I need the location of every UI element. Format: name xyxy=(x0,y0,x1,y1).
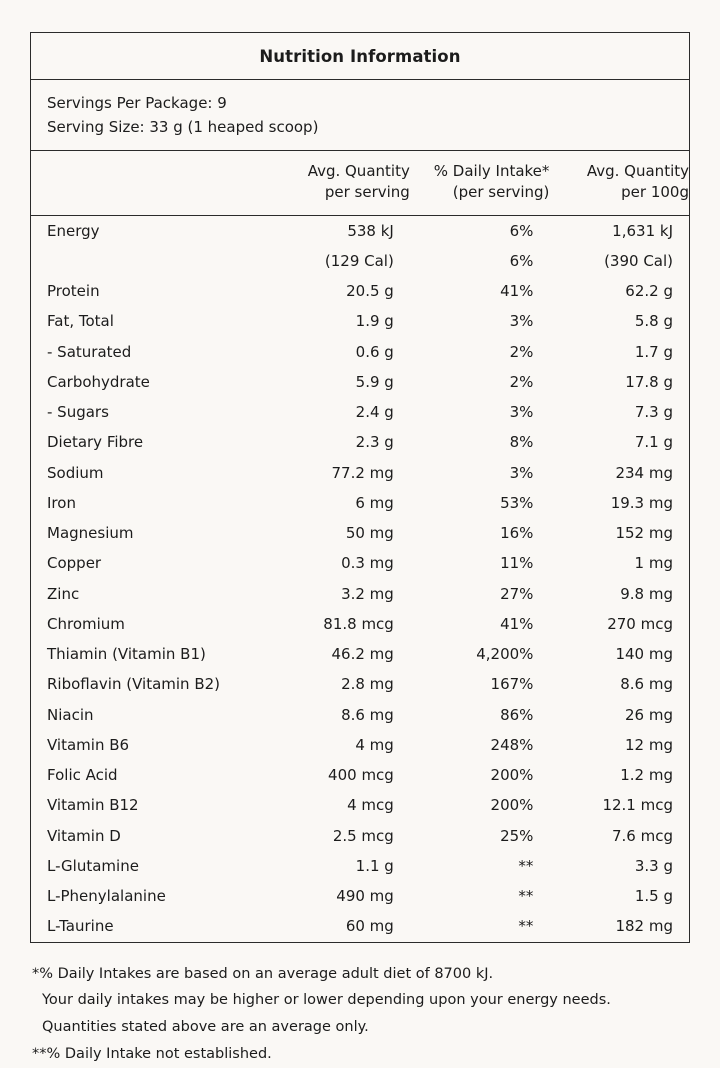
table-row xyxy=(31,427,689,457)
nutrient-name: Vitamin D xyxy=(47,826,121,845)
table-row xyxy=(31,609,689,639)
value-per-serving: 2.4 g xyxy=(355,403,394,422)
value-daily-intake: 41% xyxy=(500,614,534,633)
table-row xyxy=(31,488,689,518)
nutrient-name: L-Phenylalanine xyxy=(47,887,166,906)
value-per-100g: 152 mg xyxy=(615,524,673,543)
table-row xyxy=(31,458,689,488)
value-per-100g: 17.8 g xyxy=(625,372,673,391)
value-per-100g: 3.3 g xyxy=(634,856,673,875)
value-per-100g: 7.1 g xyxy=(634,433,673,452)
value-per-serving: 50 mg xyxy=(345,524,394,543)
nutrient-name: Vitamin B12 xyxy=(47,796,139,815)
footnote: Quantities stated above are an average only. xyxy=(42,1019,369,1036)
table-row xyxy=(31,246,689,276)
nutrient-name: Sodium xyxy=(47,463,104,482)
value-per-100g: 9.8 mg xyxy=(620,584,673,603)
footnote: Your daily intakes may be higher or lower depending upon your energy needs. xyxy=(42,992,611,1009)
table-row xyxy=(31,548,689,578)
value-per-serving: 60 mg xyxy=(345,917,394,936)
table-row xyxy=(31,306,689,336)
value-per-100g: 140 mg xyxy=(615,645,673,664)
value-per-serving: 2.8 mg xyxy=(341,675,394,694)
table-row xyxy=(31,821,689,851)
value-per-serving: 0.6 g xyxy=(355,342,394,361)
value-daily-intake: 200% xyxy=(490,796,534,815)
value-per-serving: 46.2 mg xyxy=(331,645,394,664)
nutrient-name: Magnesium xyxy=(47,524,134,543)
value-per-100g: 1.5 g xyxy=(634,887,673,906)
value-per-100g: 7.3 g xyxy=(634,403,673,422)
value-per-serving: 1.1 g xyxy=(355,856,394,875)
value-daily-intake: 11% xyxy=(500,554,534,573)
value-per-serving: 1.9 g xyxy=(355,312,394,331)
value-per-100g: 1.7 g xyxy=(634,342,673,361)
value-daily-intake: 16% xyxy=(500,524,534,543)
table-header xyxy=(31,151,689,215)
table-row xyxy=(31,276,689,306)
nutrient-name: Energy xyxy=(47,221,100,240)
value-daily-intake: 2% xyxy=(509,342,534,361)
value-daily-intake: 3% xyxy=(509,403,534,422)
value-per-serving: 81.8 mcg xyxy=(323,614,394,633)
value-per-100g: 19.3 mg xyxy=(610,493,673,512)
value-per-100g: 270 mcg xyxy=(607,614,673,633)
value-daily-intake: 86% xyxy=(500,705,534,724)
nutrient-name xyxy=(31,246,260,276)
column-header-per-serving-line1: Avg. Quantity xyxy=(307,162,410,180)
value-per-100g: 8.6 mg xyxy=(620,675,673,694)
nutrient-name: - Saturated xyxy=(47,342,132,361)
table-header-row xyxy=(31,151,689,215)
nutrient-name: Carbohydrate xyxy=(47,372,150,391)
nutrient-name: Chromium xyxy=(47,614,125,633)
value-per-100g: 62.2 g xyxy=(625,282,673,301)
value-per-serving: 6 mg xyxy=(355,493,394,512)
table-row xyxy=(31,367,689,397)
value-per-100g: 26 mg xyxy=(625,705,673,724)
table-row xyxy=(31,337,689,367)
column-header-daily-intake-line1: % Daily Intake* xyxy=(433,162,550,180)
table-row xyxy=(31,760,689,790)
value-daily-intake: 41% xyxy=(500,282,534,301)
value-daily-intake: 248% xyxy=(490,735,534,754)
footnote: *% Daily Intakes are based on an average adult diet of 8700 kJ. xyxy=(32,965,494,982)
value-per-100g: 1.2 mg xyxy=(620,766,673,785)
table-row xyxy=(31,639,689,669)
table-body xyxy=(31,215,689,942)
value-daily-intake: 25% xyxy=(500,826,534,845)
value-daily-intake: 6% xyxy=(509,221,534,240)
value-daily-intake: 167% xyxy=(490,675,534,694)
value-per-100g: 5.8 g xyxy=(634,312,673,331)
value-per-100g: 234 mg xyxy=(615,463,673,482)
value-per-100g: 1,631 kJ xyxy=(612,221,673,240)
value-daily-intake: 27% xyxy=(500,584,534,603)
value-per-serving: 3.2 mg xyxy=(341,584,394,603)
table-row xyxy=(31,700,689,730)
column-header-per-100g-line2: per 100g xyxy=(621,183,689,202)
column-header-per-serving xyxy=(260,151,409,215)
value-daily-intake: 3% xyxy=(509,312,534,331)
column-header-daily-intake xyxy=(410,151,550,215)
value-per-serving: 4 mcg xyxy=(347,796,394,815)
value-per-100g: 12 mg xyxy=(625,735,673,754)
column-header-per-100g xyxy=(549,151,689,215)
nutrient-name: Dietary Fibre xyxy=(47,433,144,452)
value-per-100g: 1 mg xyxy=(634,554,673,573)
value-per-100g: 7.6 mcg xyxy=(611,826,673,845)
value-daily-intake: 4,200% xyxy=(476,645,534,664)
value-per-serving: 8.6 mg xyxy=(341,705,394,724)
value-per-serving: 20.5 g xyxy=(346,282,394,301)
value-per-serving: (129 Cal) xyxy=(324,251,394,270)
nutrient-name: Folic Acid xyxy=(47,766,118,785)
table-row xyxy=(31,397,689,427)
value-daily-intake: 2% xyxy=(509,372,534,391)
value-daily-intake: 6% xyxy=(509,251,534,270)
value-per-100g: 182 mg xyxy=(615,917,673,936)
nutrient-name: Vitamin B6 xyxy=(47,735,130,754)
table-row xyxy=(31,851,689,881)
nutrient-name: Fat, Total xyxy=(47,312,114,331)
nutrient-name: Protein xyxy=(47,282,100,301)
value-per-100g: (390 Cal) xyxy=(604,251,673,270)
value-daily-intake: 3% xyxy=(509,463,534,482)
table-row xyxy=(31,579,689,609)
value-per-serving: 4 mg xyxy=(355,735,394,754)
nutrition-information-panel xyxy=(30,32,690,943)
nutrient-name: Niacin xyxy=(47,705,94,724)
nutrient-name: Zinc xyxy=(47,584,80,603)
value-daily-intake: 8% xyxy=(509,433,534,452)
table-row xyxy=(31,669,689,699)
table-row xyxy=(31,911,689,941)
column-header-nutrient xyxy=(31,151,260,215)
nutrient-name: Thiamin (Vitamin B1) xyxy=(47,645,206,664)
value-daily-intake: ** xyxy=(518,917,534,936)
value-daily-intake: 53% xyxy=(500,493,534,512)
servings-block xyxy=(31,80,689,151)
nutrient-name: Iron xyxy=(47,493,76,512)
serving-size: Serving Size: 33 g (1 heaped scoop) xyxy=(47,118,319,136)
value-per-serving: 2.3 g xyxy=(355,433,394,452)
column-header-per-100g-line1: Avg. Quantity xyxy=(586,162,689,180)
value-per-serving: 5.9 g xyxy=(355,372,394,391)
value-daily-intake: ** xyxy=(518,887,534,906)
table-row xyxy=(31,881,689,911)
nutrition-table xyxy=(31,151,689,942)
nutrient-name: Copper xyxy=(47,554,102,573)
value-per-100g: 12.1 mcg xyxy=(602,796,673,815)
servings-per-package: Servings Per Package: 9 xyxy=(47,94,227,112)
nutrient-name: Riboflavin (Vitamin B2) xyxy=(47,675,221,694)
column-header-daily-intake-line2: (per serving) xyxy=(452,183,550,202)
value-per-serving: 490 mg xyxy=(336,887,394,906)
nutrient-name: L-Glutamine xyxy=(47,856,139,875)
nutrient-name: L-Taurine xyxy=(47,917,114,936)
value-daily-intake: 200% xyxy=(490,766,534,785)
footnote: **% Daily Intake not established. xyxy=(32,1046,272,1063)
page-title: Nutrition Information xyxy=(31,33,689,80)
nutrient-name: - Sugars xyxy=(47,403,109,422)
table-row xyxy=(31,518,689,548)
value-per-serving: 77.2 mg xyxy=(331,463,394,482)
table-row xyxy=(31,790,689,820)
table-row xyxy=(31,215,689,246)
value-daily-intake: ** xyxy=(518,856,534,875)
column-header-per-serving-line2: per serving xyxy=(324,183,410,202)
value-per-serving: 2.5 mcg xyxy=(332,826,394,845)
value-per-serving: 0.3 mg xyxy=(341,554,394,573)
footnotes xyxy=(30,961,690,1068)
value-per-serving: 538 kJ xyxy=(347,221,394,240)
table-row xyxy=(31,730,689,760)
value-per-serving: 400 mcg xyxy=(328,766,394,785)
